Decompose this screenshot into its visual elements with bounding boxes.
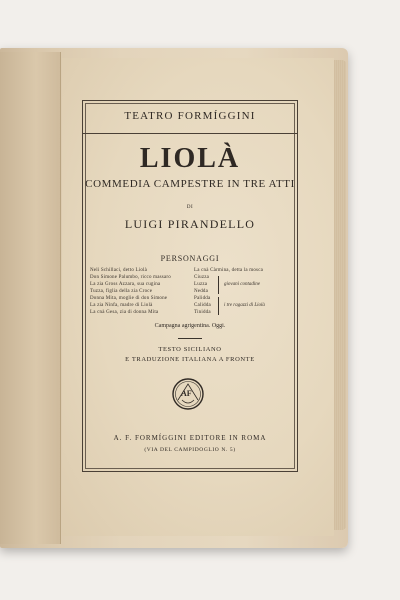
cast-item: La cnà Gesa, zia di donna Mita — [90, 310, 159, 315]
cast-item: Ciuzza — [194, 275, 210, 280]
setting-line: Campagna agrigentina. Oggi. — [154, 323, 226, 329]
cast-item: Calidda — [194, 303, 211, 308]
cast-item: Tinidda — [194, 310, 211, 315]
cast-item: Don Simone Palumbo, ricco massaro — [90, 275, 171, 280]
cast-item: La cnà Càrmina, detta la mosca — [194, 268, 264, 273]
cast-item: Luzza — [194, 282, 208, 287]
book-title: LIOLÀ — [139, 143, 241, 174]
page-edges — [334, 60, 346, 530]
publisher-name: A. F. FORMÍGGINI EDITORE IN ROMA — [113, 434, 267, 442]
edition-note-line2: E TRADUZIONE ITALIANA A FRONTE — [125, 356, 255, 363]
divider-rule — [178, 338, 202, 339]
cast-item: Nedda — [194, 289, 209, 294]
collection-name: TEATRO FORMÍGGINI — [124, 110, 256, 122]
author-name: LUIGI PIRANDELLO — [124, 217, 256, 231]
by-label: DI — [186, 205, 194, 210]
cast-heading: PERSONAGGI — [160, 254, 220, 263]
cast-item: La zia Gross Azzara, sua cugina — [90, 282, 161, 287]
edition-note-line1: TESTO SICILIANO — [158, 346, 222, 353]
logo-letters: AF — [181, 389, 192, 398]
brace-mark — [218, 297, 222, 315]
cast-item: Palidda — [194, 296, 211, 301]
left-page — [0, 52, 61, 544]
group-note: i tre ragazzi di Liolà — [224, 303, 265, 308]
cast-item: La zia Ninfa, madre di Liolà — [90, 303, 153, 308]
publisher-logo — [172, 378, 204, 410]
publisher-address: (VIA DEL CAMPIDOGLIO N. 5) — [144, 447, 236, 453]
cast-item: Tuzza, figlia della zia Croce — [90, 289, 153, 294]
brace-mark — [218, 276, 222, 294]
cast-item: Neli Schillaci, detto Liolà — [90, 268, 148, 273]
cast-item: Donna Mita, moglie di don Simone — [90, 296, 168, 301]
book-subtitle: COMMEDIA CAMPESTRE IN TRE ATTI — [85, 178, 295, 190]
group-note: giovani contadine — [224, 282, 260, 287]
